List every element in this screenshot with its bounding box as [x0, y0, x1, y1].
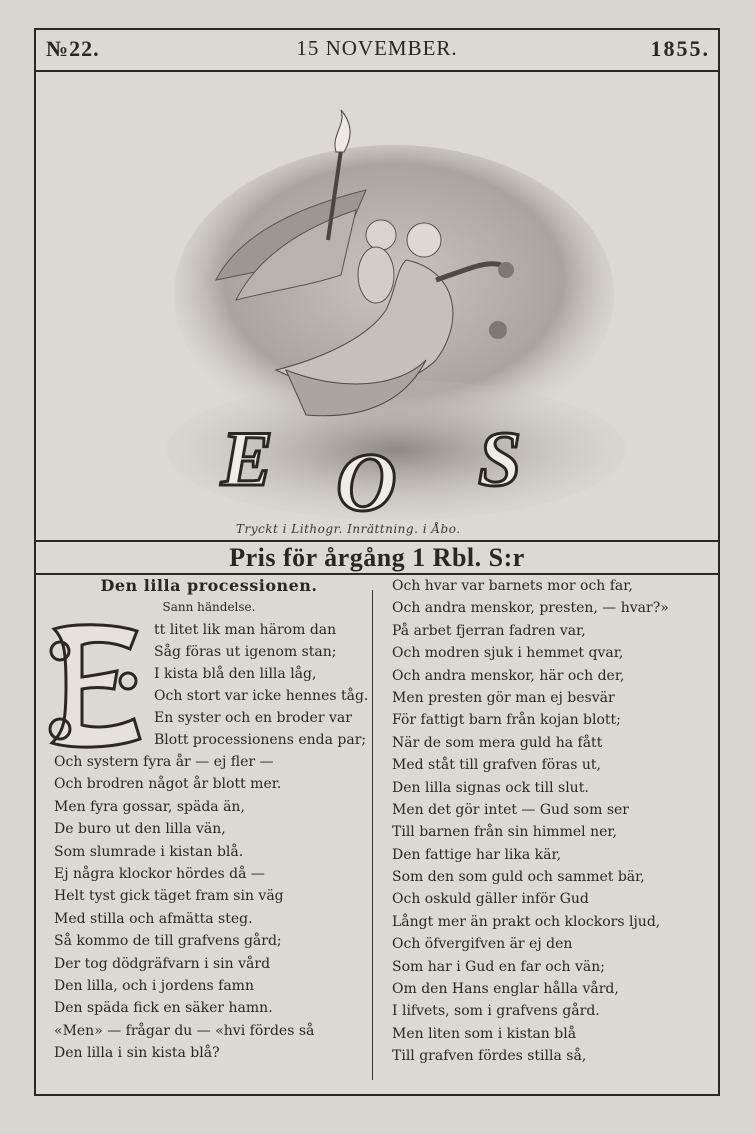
ornamental-dropcap-e: [42, 621, 146, 751]
poem-left-column: [54, 575, 369, 1064]
poem-line: Ej några klockor hördes då —: [54, 865, 265, 882]
poem-line: Och andra menskor, presten, — hvar?»: [392, 600, 669, 617]
poem-line: Och brodren något år blott mer.: [54, 776, 282, 793]
title-letter-o: O: [336, 436, 397, 529]
poem-line: Som har i Gud en far och vän;: [392, 958, 605, 975]
subscription-price: Pris för årgång 1 Rbl. S:r: [36, 542, 718, 575]
poem-line: Som den som guld och sammet bär,: [392, 869, 645, 886]
poem-line: Och systern fyra år — ej fler —: [54, 754, 274, 770]
poem-line: Den lilla i sin kista blå?: [54, 1045, 220, 1062]
poem-line: Till grafven fördes stilla så,: [392, 1048, 587, 1065]
issue-number: №22.: [46, 36, 100, 61]
poem-line: Som slumrade i kistan blå.: [54, 843, 244, 860]
poem-line: För fattigt barn från kojan blott;: [392, 712, 621, 729]
poem-line: I lifvets, som i grafvens gård.: [392, 1003, 600, 1020]
dropcap-line: En syster och en broder var: [154, 710, 352, 726]
poem-line: Om den Hans englar hålla vård,: [392, 981, 619, 998]
lithograph-credit: Tryckt i Lithogr. Inrättning. i Åbo.: [236, 522, 461, 536]
poem-line: Med stilla och afmätta steg.: [54, 910, 253, 927]
title-letter-e: E: [221, 415, 274, 502]
masthead: [36, 30, 718, 72]
angels-illustration: [36, 70, 718, 540]
poem-line: Helt tyst gick täget fram sin väg: [54, 888, 284, 905]
issue-date: 15 NOVEMBER.: [296, 36, 458, 60]
dropcap-line: I kista blå den lilla låg,: [154, 666, 317, 682]
poem-line: «Men» — frågar du — «hvi fördes så: [54, 1022, 315, 1039]
dropcap-line: Såg föras ut igenom stan;: [154, 644, 337, 660]
poem-line: Men presten gör man ej besvär: [392, 689, 615, 706]
poem-line: De buro ut den lilla vän,: [54, 821, 226, 838]
poem-line: Och modren sjuk i hemmet qvar,: [392, 645, 624, 662]
poem-line: Och andra menskor, här och der,: [392, 667, 625, 684]
dropcap-line: tt litet lik man härom dan: [154, 622, 337, 638]
poem-line: Den lilla, och i jordens famn: [54, 977, 254, 994]
poem-line: Den fattige har lika kär,: [392, 846, 562, 863]
poem-line: På arbet fjerran fadren var,: [392, 622, 586, 639]
title-letter-s: S: [478, 415, 522, 502]
poem-line: Och hvar var barnets mor och far,: [392, 578, 633, 594]
poem-line: Med ståt till grafven föras ut,: [392, 757, 601, 774]
poem-line: Till barnen från sin himmel ner,: [392, 824, 617, 841]
poem-line: Och oskuld gäller inför Gud: [392, 891, 589, 908]
poem-line: Den späda fick en säker hamn.: [54, 1000, 273, 1017]
poem-line: Den lilla signas ock till slut.: [392, 779, 589, 796]
dropcap-stanza: [54, 617, 369, 751]
poem-subtitle: Sann händelse.: [162, 600, 256, 614]
poem-line: Långt mer än prakt och klockors ljud,: [392, 913, 661, 930]
dropcap-line: Och stort var icke hennes tåg.: [154, 688, 369, 704]
poem-line: Så kommo de till grafvens gård;: [54, 933, 282, 950]
poem-line: Men det gör intet — Gud som ser: [392, 801, 629, 818]
masthead-illustration: [36, 70, 718, 542]
poem-right-column: [392, 575, 712, 1068]
column-divider: [372, 590, 373, 1080]
poem-line: Och öfvergifven är ej den: [392, 936, 573, 953]
poem-title: Den lilla processionen.: [100, 576, 318, 595]
poem-line: När de som mera guld ha fått: [392, 734, 603, 751]
issue-year: 1855.: [650, 36, 710, 61]
dropcap-line: Blott processionens enda par;: [154, 732, 367, 748]
poem-line: Der tog dödgräfvarn i sin vård: [54, 955, 271, 972]
newspaper-page: [34, 28, 720, 1096]
poem-left-lines: [54, 751, 364, 1064]
poem-line: Men fyra gossar, späda än,: [54, 798, 245, 815]
poem-line: Men liten som i kistan blå: [392, 1025, 577, 1042]
